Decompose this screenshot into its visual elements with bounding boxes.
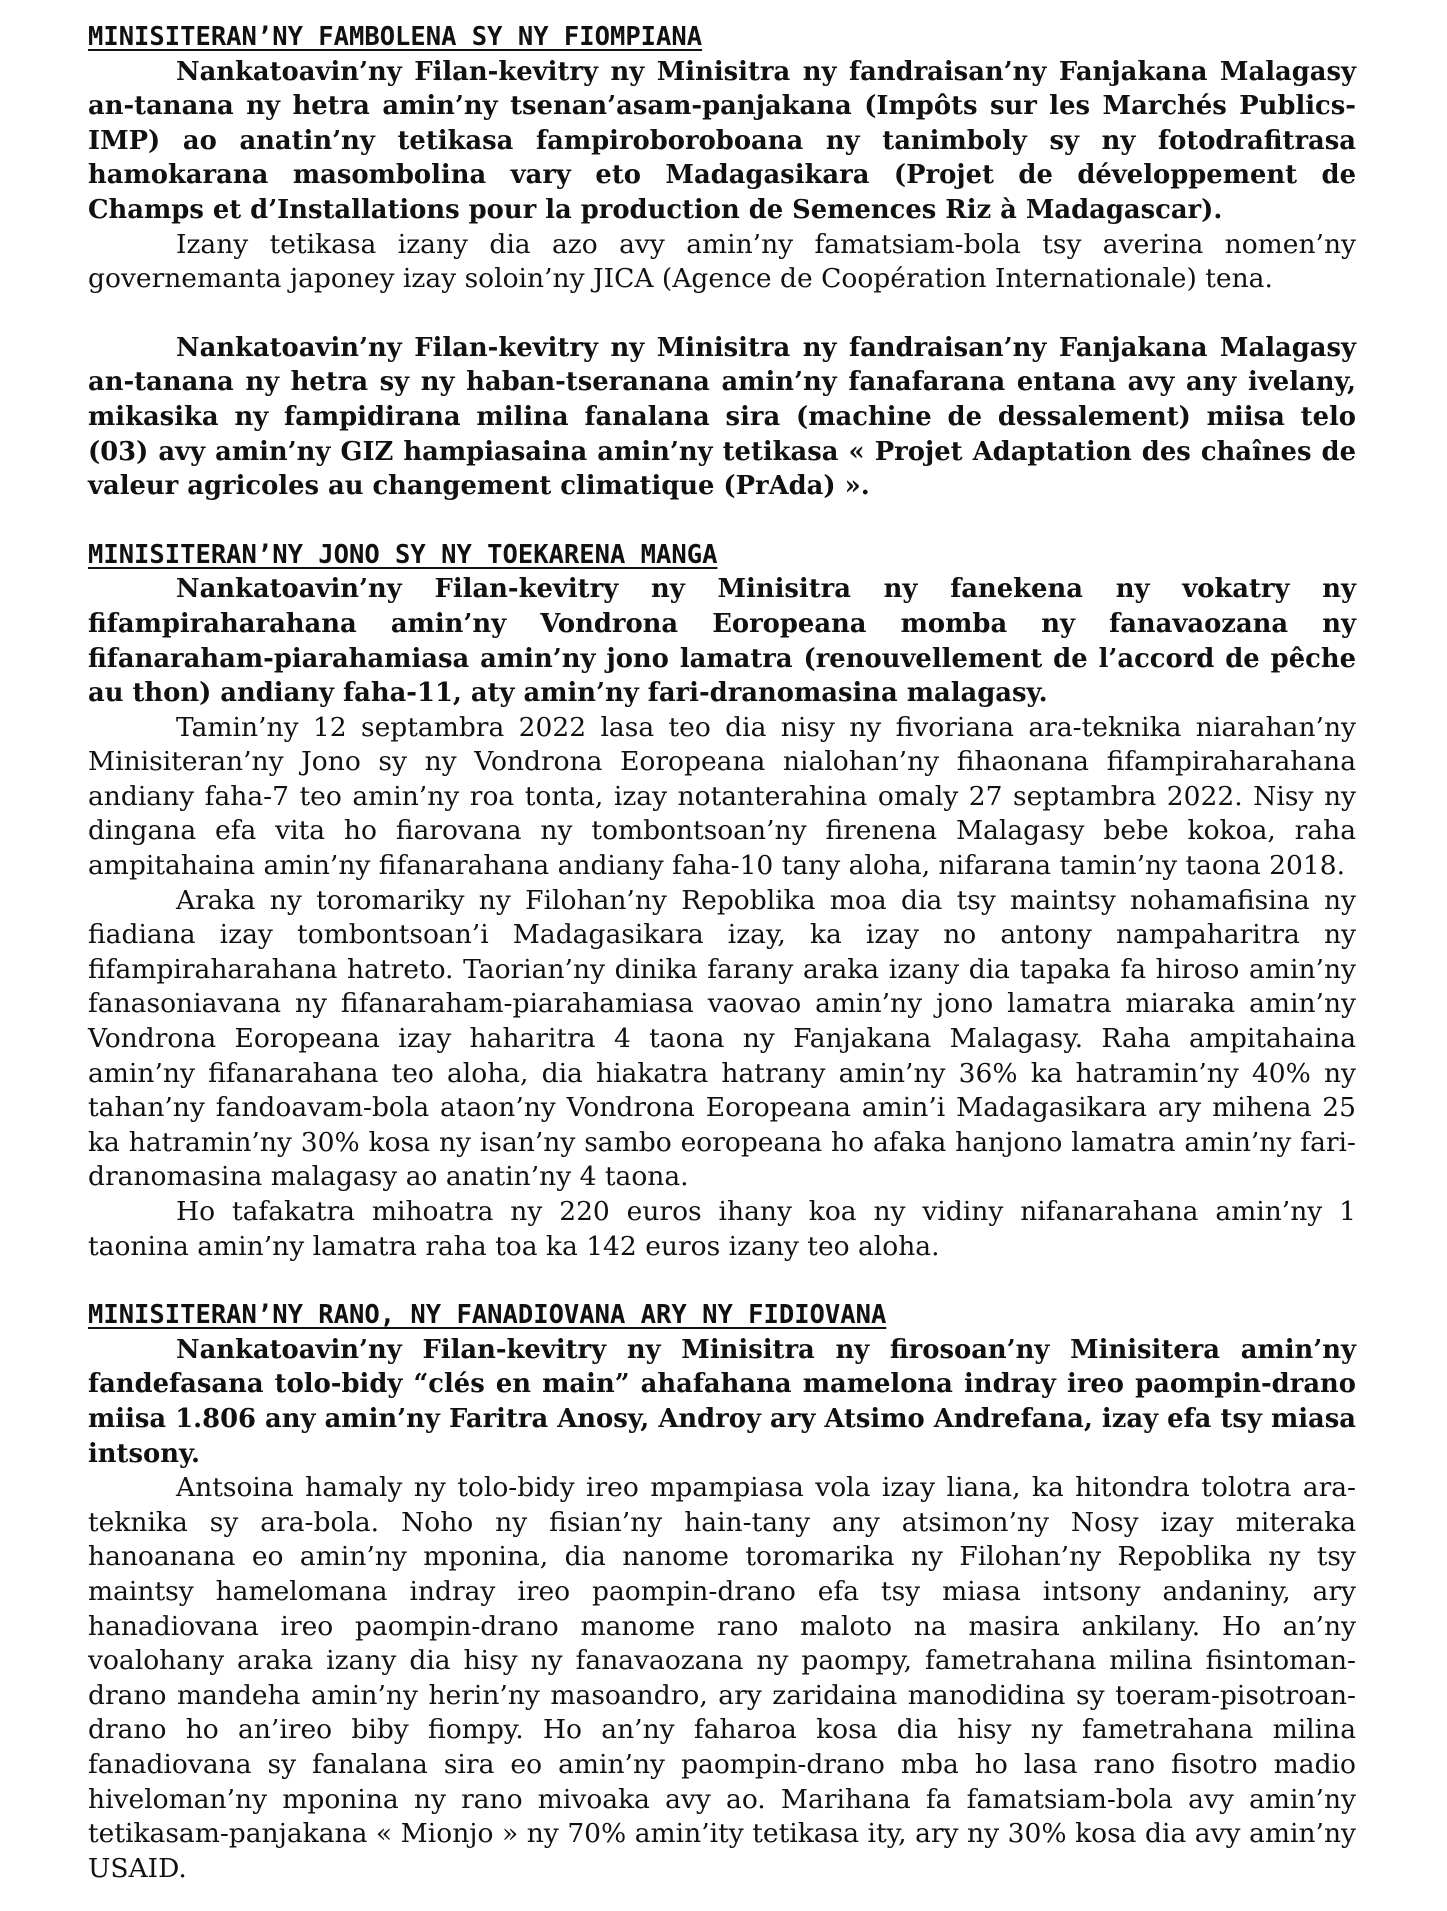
section-heading: MINISITERAN’NY JONO SY NY TOEKARENA MANGA <box>88 539 718 570</box>
decision-paragraph: Nankatoavin’ny Filan-kevitry ny Minisitra ny firosoan’ny Minisitera amin’ny fandefasana tolo-bidy “clés en main” ahafahana mamelona indray ireo paompin-drano miisa 1.806 any amin’ny Faritra Anosy, Androy ary Atsimo Andrefana, izay efa tsy miasa intsony. <box>88 1334 1356 1469</box>
body-paragraph: Antsoina hamaly ny tolo-bidy ireo mpampiasa vola izay liana, ka hitondra tolotra ara-teknika sy ara-bola. Noho ny fisian’ny hain-tany any atsimon’ny Nosy izay miteraka hanoanana eo amin’ny mponina, dia nanome toromarika ny Filohan’ny Repoblika ny tsy maintsy hamelomana indray ireo paompin-drano efa tsy miasa intsony andaniny, ary hanadiovana ireo paompin-drano manome rano maloto na masira ankilany. Ho an’ny voalohany araka izany dia hisy ny fanavaozana ny paompy, fametrahana milina fisintoman-drano mandeha amin’ny herin’ny masoandro, ary zaridaina manodidina sy toeram-pisotroan-drano ho an’ireo biby fiompy. Ho an’ny faharoa kosa dia hisy ny fametrahana milina fanadiovana sy fanalana sira eo amin’ny paompin-drano mba ho lasa rano fisotro madio hiveloman’ny mponina ny rano mivoaka avy ao. Marihana fa famatsiam-bola avy amin’ny tetikasam-panjakana « Mionjo » ny 70% amin’ity tetikasa ity, ary ny 30% kosa dia avy amin’ny USAID. <box>88 1472 1356 1884</box>
section-fisheries <box>88 538 1356 1264</box>
document-page <box>88 20 1356 1886</box>
body-paragraph: Araka ny toromariky ny Filohan’ny Repoblika moa dia tsy maintsy nohamafisina ny fiadiana izay tombontsoan’i Madagasikara izay, ka izay no antony nampaharitra ny fifampiraharahana hatreto. Taorian’ny dinika farany araka izany dia tapaka fa hiroso amin’ny fanasoniavana ny fifanaraham-piarahamiasa vaovao amin’ny jono lamatra miaraka amin’ny Vondrona Eoropeana izay haharitra 4 taona ny Fanjakana Malagasy. Raha ampitahaina amin’ny fifanarahana teo aloha, dia hiakatra hatrany amin’ny 36% ka hatramin’ny 40% ny tahan’ny fandoavam-bola ataon’ny Vondrona Eoropeana amin’i Madagasikara ary mihena 25 ka hatramin’ny 30% kosa ny isan’ny sambo eoropeana ho afaka hanjono lamatra amin’ny fari-dranomasina malagasy ao anatin’ny 4 taona. <box>88 884 1356 1193</box>
section-heading: MINISITERAN’NY RANO, NY FANADIOVANA ARY NY FIDIOVANA <box>88 1300 887 1331</box>
section-agriculture <box>88 20 1356 504</box>
section-heading: MINISITERAN’NY FAMBOLENA SY NY FIOMPIANA <box>88 22 703 52</box>
decision-paragraph: Nankatoavin’ny Filan-kevitry ny Minisitra ny fanekena ny vokatry ny fifampiraharahana amin’ny Vondrona Eoropeana momba ny fanavaozana ny fifanaraham-piarahamiasa amin’ny jono lamatra (renouvellement de l’accord de pêche au thon) andiany faha-11, aty amin’ny fari-dranomasina malagasy. <box>88 574 1356 709</box>
section-water <box>88 1298 1356 1886</box>
body-paragraph: Tamin’ny 12 septambra 2022 lasa teo dia nisy ny fivoriana ara-teknika niarahan’ny Minisiteran’ny Jono sy ny Vondrona Eoropeana nialohan’ny fihaonana fifampiraharahana andiany faha-7 teo amin’ny roa tonta, izay notanterahina omaly 27 septambra 2022. Nisy ny dingana efa vita ho fiarovana ny tombontsoan’ny firenena Malagasy bebe kokoa, raha ampitahaina amin’ny fifanarahana andiany faha-10 tany aloha, nifarana tamin’ny taona 2018. <box>88 711 1356 882</box>
body-paragraph: Ho tafakatra mihoatra ny 220 euros ihany koa ny vidiny nifanarahana amin’ny 1 taonina amin’ny lamatra raha toa ka 142 euros izany teo aloha. <box>88 1196 1356 1262</box>
decision-paragraph: Nankatoavin’ny Filan-kevitry ny Minisitra ny fandraisan’ny Fanjakana Malagasy an-tanana ny hetra amin’ny tsenan’asam-panjakana (Impôts sur les Marchés Publics-IMP) ao anatin’ny tetikasa fampiroboroboana ny tanimboly sy ny fotodrafitrasa hamokarana masombolina vary eto Madagasikara (Projet de développement de Champs et d’Installations pour la production de Semences Riz à Madagascar). <box>88 56 1356 225</box>
body-paragraph: Izany tetikasa izany dia azo avy amin’ny famatsiam-bola tsy averina nomen’ny governemanta japoney izay soloin’ny JICA (Agence de Coopération Internationale) tena. <box>88 228 1356 295</box>
decision-paragraph: Nankatoavin’ny Filan-kevitry ny Minisitra ny fandraisan’ny Fanjakana Malagasy an-tanana ny hetra sy ny haban-tseranana amin’ny fanafarana entana avy any ivelany, mikasika ny fampidirana milina fanalana sira (machine de dessalement) miisa telo (03) avy amin’ny GIZ hampiasaina amin’ny tetikasa « Projet Adaptation des chaînes de valeur agricoles au changement climatique (PrAda) ». <box>88 332 1356 502</box>
